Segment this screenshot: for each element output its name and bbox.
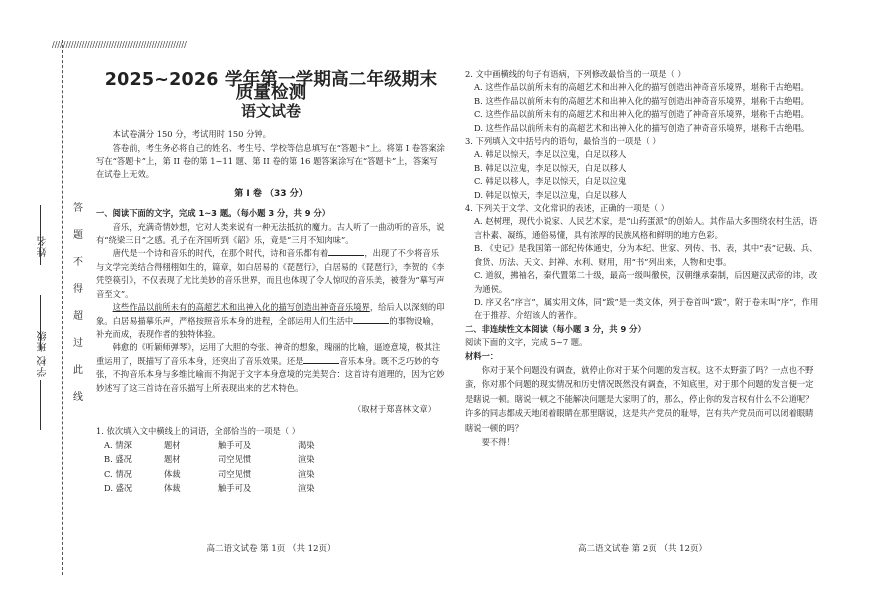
option-cell: A. 情深 (104, 439, 132, 450)
option-cell: 司空见惯 (218, 468, 252, 479)
option-cell: 题材 (164, 439, 181, 450)
passage-para-2: 唐代是一个诗和音乐的时代，在那个时代，诗和音乐都有着 ，出现了不少将音乐与文学完美结合得栩栩如生的，篇章，如白居易的《琵琶行》，白居易的《琵琶行》，李贺的《李凭箜篌引》，不仅表现了尤比美妙的音乐世界，而且也体现了令人惊叹的音乐美，被誉为“摹写声音至文”。 (96, 248, 445, 299)
q2-option-c: C. 这些作品以前所未有的高超艺术和出神入化的描写创造了神奇音乐境界，堪称千古绝唱。 (474, 109, 809, 120)
binding-warning (72, 195, 84, 411)
q1-option-row (104, 482, 325, 497)
option-cell: 渲染 (298, 468, 315, 479)
option-cell: 体裁 (164, 483, 181, 494)
page-footer-left: 高二语文试卷 第 1页 （共 12页） (206, 544, 336, 554)
option-cell: 触手可及 (218, 483, 252, 494)
material-text: 你对于某个问题没有调查，就停止你对于某个问题的发言权。这不太野蛮了吗？一点也不野蛮，你对那个问题的现实情况和历史情况既然没有调查，不知底里，对于那个问题的发言便一定是瞎说一顿。瞎说一顿之不能解决问题是大家明了的，那么，停止你的发言权有什么不公道呢？许多的同志都成天地闭着眼睛在那里瞎说，这是共产党员的耻辱，岂有共产党员而可以闭着眼睛瞎说一顿的吗？ (465, 364, 814, 433)
question-1: 1. 依次填入文中横线上的词语，全部恰当的一项是（ ） (96, 425, 301, 436)
part1-heading: 一、阅读下面的文字，完成 1~3 题。（每小题 3 分，共 9 分） (96, 208, 331, 219)
exam-subtitle: 语文试卷 (240, 101, 301, 120)
binding-dashed-line (62, 40, 63, 575)
binding-slashes: ////////////////////////////////////////////////// (52, 40, 187, 49)
option-cell: C. 情况 (104, 468, 132, 479)
option-cell: B. 盛况 (104, 454, 132, 465)
binding-char: 超 (73, 311, 83, 322)
q1-option-row (104, 453, 325, 468)
blank (303, 355, 339, 364)
intro-score: 本试卷满分 150 分，考试用时 150 分钟。 (112, 129, 271, 140)
binding-char: 此 (73, 365, 83, 376)
class-label: 班级 (38, 330, 49, 352)
section-heading: 第 I 卷 （33 分） (234, 188, 308, 199)
q1-options-table (104, 438, 325, 496)
binding-char: 线 (73, 392, 83, 403)
option-cell: 体裁 (164, 468, 181, 479)
passage-para-4: 韩愈的《听颖师弹琴》，运用了大胆的夸张、神奇的想象，瑰丽的比喻，逼迹意境，极其注重运用了，既描写了音乐本身，还突出了音乐效果。还是 音乐本身。既不乏巧妙的夸张，不拘音乐本身与多维比喻而不拘泥于文字本身意境的完美契合：这首诗有道理的，因为它妙妙述写了这三首诗在音乐描写上所表现出来的艺术特色。 (96, 342, 445, 393)
school-label: 学校 (38, 355, 49, 377)
passage-para-3: 这些作品以前所未有的高超艺术和出神入化的描写创造出神奇音乐境界，给后人以深刻的印象。白居易描摹乐声，严格按照音乐本身的进程，全部运用人们生活中 的事物设喻，补充而成，表现作者的独特体验。 (96, 302, 445, 339)
q1-option-row (104, 467, 325, 482)
binding-char: 过 (73, 338, 83, 349)
option-cell: D. 盛况 (104, 483, 133, 494)
option-cell: 渲染 (298, 483, 315, 494)
blank (328, 247, 364, 256)
material-label: 材料一： (465, 350, 499, 361)
question-3: 3. 下列填入文中括号内的语句，最恰当的一项是（ ） (465, 136, 661, 147)
q4-option-d: D. 序又名“序言”，属实用文体，同“跋”是一类文体，列于卷首叫“跋”，附于卷末叫“序”，作用在于推荐、介绍该人的著作。 (474, 296, 819, 321)
passage-para-1: 音乐，充满奇情妙想，它对人类来说有一种无法抵抗的魔力。古人听了一曲动听的音乐，说有“绕梁三日”之感。孔子在齐国听到《韶》乐，竟是“三月不知肉味”。 (96, 221, 445, 246)
binding-char: 答 (73, 203, 83, 214)
option-cell: 题材 (164, 454, 181, 465)
left-page (96, 62, 446, 496)
passage-source: （取材于郑喜林文章） (353, 404, 436, 415)
page-footer-right: 高二语文试卷 第 2页 （共 12页） (577, 544, 708, 554)
part2-instructions: 阅读下面的文字，完成 5~7 题。 (465, 337, 588, 348)
q3-option-c: C. 韩足以移人，李足以惊天，白足以泣鬼 (474, 176, 627, 187)
option-cell: 渴染 (298, 439, 315, 450)
option-cell: 司空见惯 (218, 454, 252, 465)
underlined-sentence: 这些作品以前所未有的高超艺术和出神入化的描写创造出神奇音乐境界 (112, 302, 370, 313)
binding-char: 题 (73, 230, 83, 241)
name-label: 姓名 (38, 235, 49, 257)
school-line (40, 380, 41, 430)
binding-char: 得 (73, 284, 83, 295)
binding-char: 不 (73, 257, 83, 268)
q3-option-b: B. 韩足以泣鬼，李足以惊天，白足以移人 (474, 162, 627, 173)
q4-option-b: B. 《史记》是我国第一部纪传体通史，分为本纪、世家、列传、书、表，其中“表”记载、兵、食货、历法、天文、封禅、水利、财用，用“书”列出来，人物和史事。 (474, 243, 818, 267)
option-cell: 渲染 (298, 454, 315, 465)
option-cell: 触手可及 (218, 439, 252, 450)
intro-instructions: 答卷前，考生务必将自己的姓名、考生号、学校等信息填写在“答题卡”上。将第 I 卷答案涂写在“答题卡”上，第 II 卷的第 1~11 题、第 II 卷的第 16 题答案涂写在“答题卡”上，答案写在试卷上无效。 (96, 142, 445, 180)
q2-option-b: B. 这些作品以前所未有的高超艺术和出神入化的描写创造出神奇音乐境界，堪称千古绝唱。 (474, 95, 809, 106)
exam-title: 2025~2026 学年第一学期高二年级期末质量检测 (104, 70, 438, 104)
blank (353, 315, 389, 324)
q1-option-row (104, 438, 325, 453)
q2-option-d: D. 这些作品以前所未有的高超艺术和出神入化的描写创造了神奇音乐境界，堪称千古绝唱。 (474, 122, 810, 133)
q4-option-c: C. 道叙，拂袖名，秦代置第二十级，最高一级叫徹侯，汉朝继承秦制，后因避汉武帝的讳，改为通侯。 (474, 270, 818, 294)
part2-heading: 二、非连续性文本阅读（每小题 3 分，共 9 分） (465, 323, 646, 334)
material-closing: 要不得！ (481, 437, 515, 448)
question-4: 4. 下列关于文学、文化常识的表述，正确的一项是（ ） (465, 203, 670, 214)
right-page (465, 68, 820, 450)
q3-option-a: A. 韩足以惊天，李足以泣鬼，白足以移人 (474, 149, 627, 160)
q4-option-a: A. 赵树理，现代小说家、人民艺术家，是“山药蛋派”的创始人。其作品大多围绕农村生活，语言朴素、凝练，通俗易懂，具有浓厚的民族风格和鲜明的地方色彩。 (474, 216, 818, 240)
q3-option-d: D. 韩足以惊天，李足以泣鬼，白足以移人 (474, 189, 627, 200)
q2-option-a: A. 这些作品以前所未有的高超艺术和出神入化的描写创造出神奇音乐境界，堪称千古绝唱。 (474, 82, 809, 93)
question-2: 2. 文中画横线的句子有语病，下列修改最恰当的一项是（ ） (465, 69, 686, 79)
